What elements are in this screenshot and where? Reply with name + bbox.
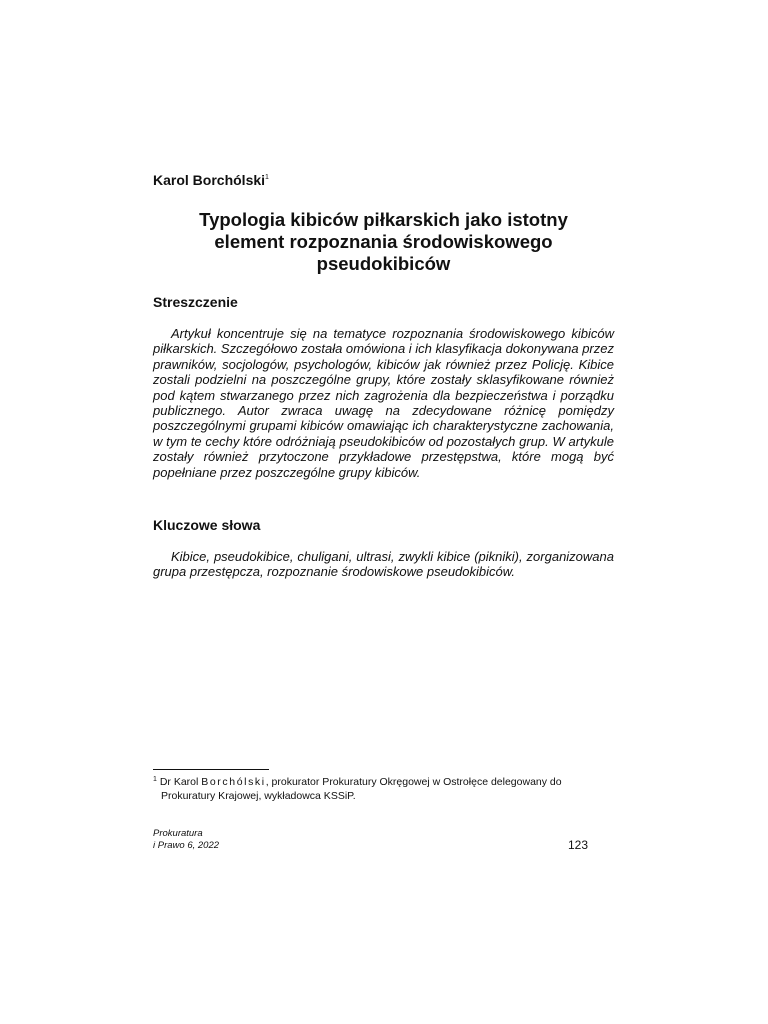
footnote-prefix: Dr Karol — [159, 776, 202, 788]
abstract-text: Artykuł koncentruje się na tematyce rozpoznania środowiskowego kibiców piłkarskich. Szczegółowo została omówiona i ich klasyfikacja dokonywana przez prawników, socjologów, psychologów, kibiców jak również przez Policję. Kibice zostali podzielni na poszczególne grupy, które zostały sklasyfikowane również pod kątem stwarzanego przez nich zagrożenia dla bezpieczeństwa i porządku publicznego. Autor zwraca uwagę na zdecydowane różnicę pomiędzy poszczególnymi grupami kibiców omawiając ich charakterystyczne zachowania, w tym te cechy które odróżniają pseudokibiców od pozostałych grup. W artykule zostały również przytoczone przykładowe przestępstwa, które mogą być popełniane przez poszczególne grupy kibiców. — [153, 326, 614, 480]
keywords-heading: Kluczowe słowa — [153, 517, 261, 533]
footnote — [153, 773, 614, 803]
footnote-mark: 1 — [153, 776, 157, 783]
article-title — [153, 209, 614, 275]
footnote-suffix: , prokurator Prokuratury Okręgowej w Ostrołęce delegowany do — [265, 776, 562, 788]
article-title-line: pseudokibiców — [316, 253, 451, 274]
article-title-line: Typologia kibiców piłkarskich jako istotny — [199, 209, 568, 230]
author-name — [153, 172, 269, 188]
journal-info — [153, 828, 219, 852]
author-footnote-ref[interactable]: 1 — [265, 174, 269, 181]
journal-issue: i Prawo 6, 2022 — [153, 840, 220, 851]
keywords-text: Kibice, pseudokibice, chuligani, ultrasi, zwykli kibice (pikniki), zorganizowana grupa przestępcza, rozpoznanie środowiskowe pseudokibiców. — [153, 549, 614, 580]
footnote-separator — [153, 769, 269, 770]
article-title-line: element rozpoznania środowiskowego — [214, 231, 553, 252]
footnote-line-2: Prokuratury Krajowej, wykładowca KSSiP. — [161, 789, 356, 802]
footnote-surname: Borchólski — [201, 776, 266, 788]
abstract-heading: Streszczenie — [153, 294, 238, 310]
footnote-line — [153, 773, 614, 790]
author-name-text: Karol Borchólski — [153, 172, 266, 188]
journal-name: Prokuratura — [153, 828, 203, 839]
page-number: 123 — [568, 838, 589, 852]
